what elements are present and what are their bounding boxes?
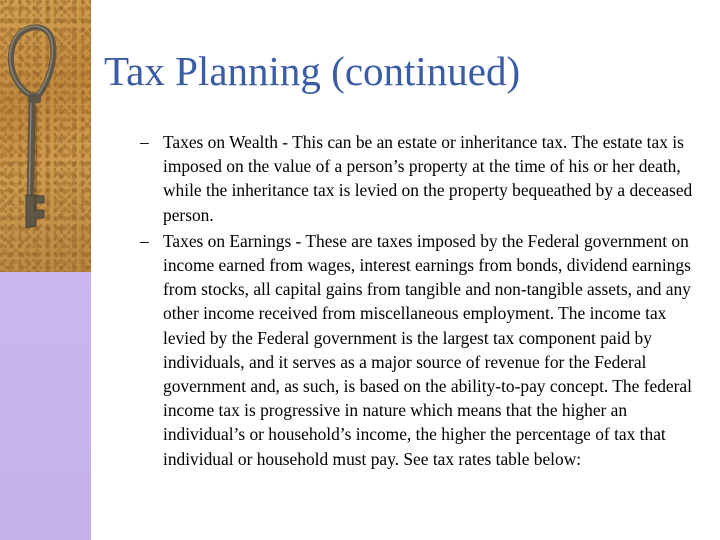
key-photo xyxy=(0,0,91,272)
old-key-icon xyxy=(0,0,91,272)
bullet-list xyxy=(140,130,710,473)
slide-title: Tax Planning (continued) xyxy=(104,48,521,94)
dash-marker: – xyxy=(140,230,149,251)
bullet-taxes-on-wealth xyxy=(140,130,710,227)
bullet-taxes-on-earnings xyxy=(140,229,710,471)
bullet-text: Taxes on Wealth - This can be an estate or inheritance tax. The estate tax is imposed on the value of a person’s property at the time of his or her death, while the inheritance tax is levied on the property bequeathed by a deceased person. xyxy=(163,132,693,225)
bullet-text: Taxes on Earnings - These are taxes imposed by the Federal government on income earned from wages, interest earnings from bonds, dividend earnings from stocks, all capital gains from tangible and non-tangible assets, and any other income received from miscellaneous employment. The income tax levied by the Federal government is the largest tax component paid by individuals, and it serves as a major source of revenue for the Federal government and, as such, is based on the ability-to-pay concept. The federal income tax is progressive in nature which means that the higher an individual’s or household’s income, the higher the percentage of tax that individual or household must pay. See tax rates table below: xyxy=(163,230,692,469)
dash-marker: – xyxy=(140,132,149,152)
